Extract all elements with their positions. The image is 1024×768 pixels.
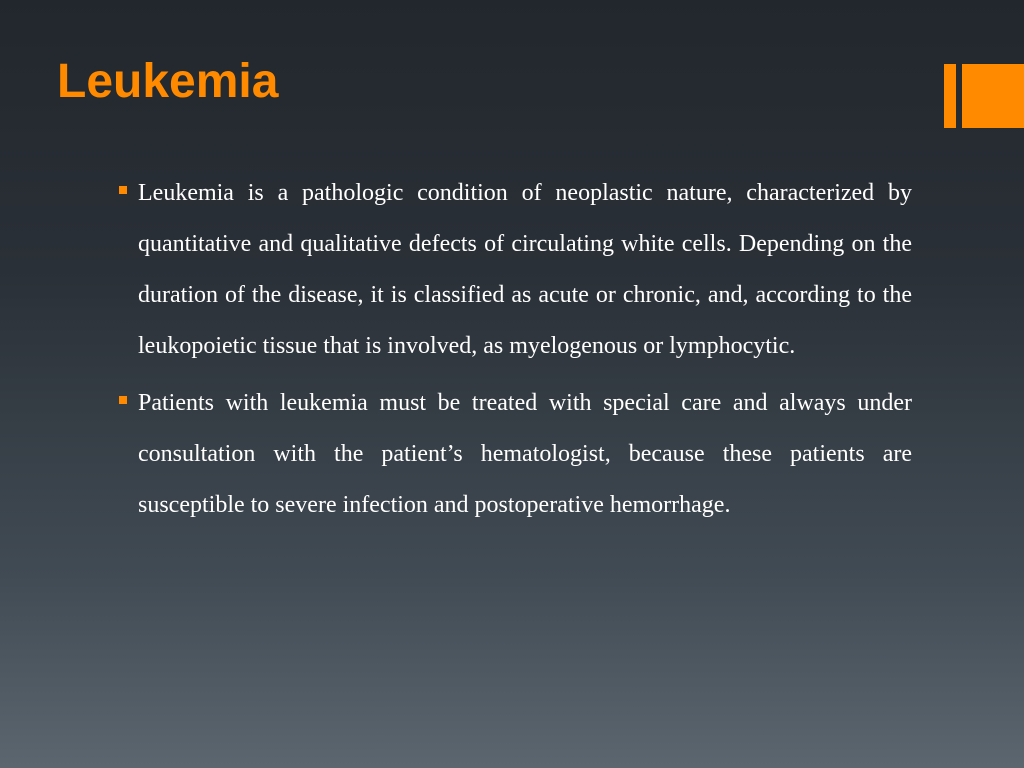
square-bullet-icon bbox=[119, 396, 127, 404]
title-accent-bar-thin bbox=[944, 64, 956, 128]
title-accent-bar-thick bbox=[962, 64, 1024, 128]
slide-title: Leukemia bbox=[57, 55, 279, 108]
bullet-text: Patients with leukemia must be treated with special care and always under consultation with the patient’s hematologist, because these patients are susceptible to severe infection and postoperative hemorrhage. bbox=[138, 390, 912, 518]
bullet-item-2 bbox=[118, 378, 912, 531]
bullet-list bbox=[118, 168, 912, 537]
bullet-item-1 bbox=[118, 168, 912, 372]
square-bullet-icon bbox=[119, 186, 127, 194]
bullet-text: Leukemia is a pathologic condition of neoplastic nature, characterized by quantitative and qualitative defects of circulating white cells. Depending on the duration of the disease, it is classified as acute or chronic, and, according to the leukopoietic tissue that is involved, as myelogenous or lymphocytic. bbox=[138, 180, 912, 359]
